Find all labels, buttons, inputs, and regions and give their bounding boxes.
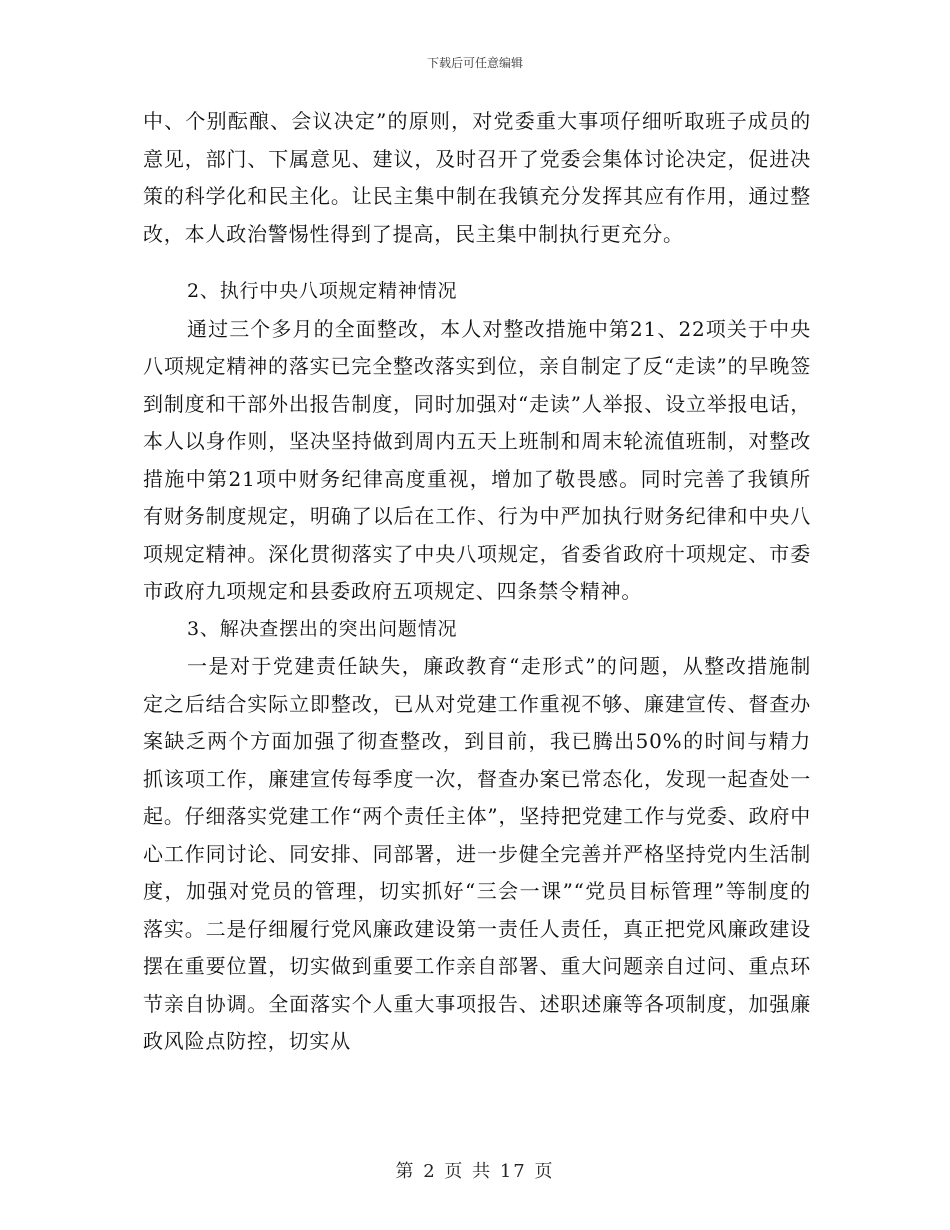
page-number: 第 2 页 共 17 页 <box>395 1161 555 1182</box>
paragraph-prominent-issues: 一是对于党建责任缺失，廉政教育“走形式”的问题，从整改措施制定之后结合实际立即整改，已从对党建工作重视不够、廉建宣传、督查办案缺乏两个方面加强了彻查整改，到目前，我已腾出50%的时间与精力抓该项工作，廉建宣传每季度一次，督查办案已常态化，发现一起查处一起。仔细落实党建工作“两个责任主体”，坚持把党建工作与党委、政府中心工作同讨论、同安排、同部署，进一步健全完善并严格坚持党内生活制度，加强对党员的管理，切实抓好“三会一课”“党员目标管理”等制度的落实。二是仔细履行党风廉政建设第一责任人责任，真正把党风廉政建设摆在重要位置，切实做到重要工作亲自部署、重大问题亲自过问、重点环节亲自协调。全面落实个人重大事项报告、述职述廉等各项制度，加强廉政风险点防控，切实从 <box>143 654 811 1053</box>
section-heading-prominent-issues: 3、解决查摆出的突出问题情况 <box>187 617 458 640</box>
paragraph-democratic-centralism: 中、个别酝酿、会议决定”的原则，对党委重大事项仔细听取班子成员的意见，部门、下属意见、建议，及时召开了党委会集体讨论决定，促进决策的科学化和民主化。让民主集中制在我镇充分发挥其应有作用，通过整改，本人政治警惕性得到了提高，民主集中制执行更充分。 <box>143 109 811 246</box>
page-header-note: 下载后可任意编辑 <box>426 56 523 70</box>
section-heading-eight-rules: 2、执行中央八项规定精神情况 <box>187 280 458 302</box>
document-body <box>143 103 811 1061</box>
paragraph-eight-rules: 通过三个多月的全面整改，本人对整改措施中第21、22项关于中央八项规定精神的落实已完全整改落实到位，亲自制定了反“走读”的早晚签到制度和干部外出报告制度，同时加强对“走读”人举报、设立举报电话，本人以身作则，坚决坚持做到周内五天上班制和周末轮流值班制，对整改措施中第21项中财务纪律高度重视，增加了敬畏感。同时完善了我镇所有财务制度规定，明确了以后在工作、行为中严加执行财务纪律和中央八项规定精神。深化贯彻落实了中央八项规定，省委省政府十项规定、市委市政府九项规定和县委政府五项规定、四条禁令精神。 <box>143 316 811 603</box>
